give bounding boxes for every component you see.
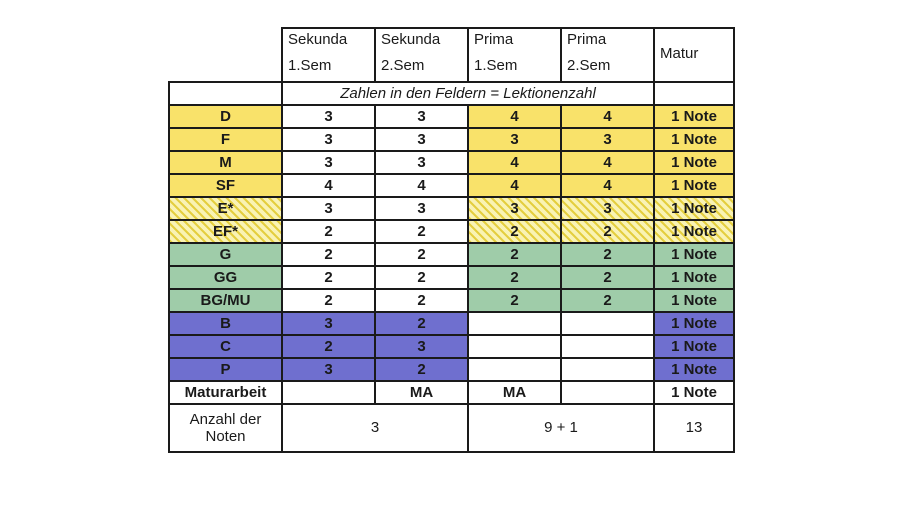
table-row [169,220,734,243]
cell-f-sekunda-1: 3 [282,128,375,151]
header-sekunda-1sem-line1: Sekunda [288,31,348,48]
cell-bgmu-prima-2: 2 [561,289,654,312]
grading-overview-table [168,27,733,453]
table-row [169,174,734,197]
table-row [169,358,734,381]
cell-sf-matur: 1 Note [654,174,734,197]
row-label-gg: GG [169,266,282,289]
cell-sf-prima-1: 4 [468,174,561,197]
table-row [169,151,734,174]
cell-e-prima-2: 3 [561,197,654,220]
header-prima-2sem [561,28,654,82]
cell-maturarbeit-sekunda-1 [282,381,375,404]
cell-gg-prima-2: 2 [561,266,654,289]
cell-p-sekunda-1: 3 [282,358,375,381]
table-row [169,128,734,151]
cell-f-prima-1: 3 [468,128,561,151]
cell-ef-sekunda-1: 2 [282,220,375,243]
cell-m-matur: 1 Note [654,151,734,174]
note-count-row [169,404,734,452]
header-matur: Matur [654,28,734,82]
cell-d-sekunda-1: 3 [282,105,375,128]
subjects-grade-table [168,27,735,453]
header-sekunda-1sem-line2: 1.Sem [288,57,332,75]
table-header-row [169,28,734,82]
table-row [169,197,734,220]
row-label-c: C [169,335,282,358]
cell-ef-sekunda-2: 2 [375,220,468,243]
row-label-maturarbeit: Maturarbeit [169,381,282,404]
caption-row-right-blank [654,82,734,105]
cell-sf-sekunda-1: 4 [282,174,375,197]
header-sekunda-2sem-line1: Sekunda [381,31,441,48]
cell-e-matur: 1 Note [654,197,734,220]
cell-g-sekunda-1: 2 [282,243,375,266]
cell-b-sekunda-1: 3 [282,312,375,335]
cell-bgmu-matur: 1 Note [654,289,734,312]
header-corner-blank [169,28,282,82]
cell-ef-prima-2: 2 [561,220,654,243]
cell-d-prima-2: 4 [561,105,654,128]
anzahl-noten-line2: Noten [205,428,246,445]
caption-row-left-blank [169,82,282,105]
cell-gg-matur: 1 Note [654,266,734,289]
cell-ef-prima-1: 2 [468,220,561,243]
cell-sf-prima-2: 4 [561,174,654,197]
cell-maturarbeit-prima-2 [561,381,654,404]
cell-p-prima-1 [468,358,561,381]
row-label-f: F [169,128,282,151]
cell-c-sekunda-1: 2 [282,335,375,358]
cell-m-prima-2: 4 [561,151,654,174]
cell-b-matur: 1 Note [654,312,734,335]
cell-c-matur: 1 Note [654,335,734,358]
cell-b-prima-2 [561,312,654,335]
header-prima-1sem-line1: Prima [474,31,514,48]
table-row [169,335,734,358]
cell-maturarbeit-sekunda-2: MA [375,381,468,404]
table-row [169,312,734,335]
row-label-e-star: E* [169,197,282,220]
header-prima-2sem-line2: 2.Sem [567,57,611,75]
header-sekunda-1sem [282,28,375,82]
cell-bgmu-prima-1: 2 [468,289,561,312]
table-row [169,266,734,289]
row-label-d: D [169,105,282,128]
table-caption-row [169,82,734,105]
row-label-ef-star: EF* [169,220,282,243]
cell-f-matur: 1 Note [654,128,734,151]
row-label-m: M [169,151,282,174]
row-label-p: P [169,358,282,381]
cell-maturarbeit-matur: 1 Note [654,381,734,404]
cell-m-sekunda-1: 3 [282,151,375,174]
table-row [169,243,734,266]
cell-count-sekunda-total: 3 [282,404,468,452]
cell-m-sekunda-2: 3 [375,151,468,174]
header-sekunda-2sem-line2: 2.Sem [381,57,425,75]
cell-d-prima-1: 4 [468,105,561,128]
table-row [169,289,734,312]
cell-sf-sekunda-2: 4 [375,174,468,197]
cell-g-matur: 1 Note [654,243,734,266]
table-row [169,105,734,128]
cell-g-prima-2: 2 [561,243,654,266]
cell-gg-sekunda-1: 2 [282,266,375,289]
cell-g-prima-1: 2 [468,243,561,266]
cell-g-sekunda-2: 2 [375,243,468,266]
header-prima-1sem-line2: 1.Sem [474,57,518,75]
cell-d-sekunda-2: 3 [375,105,468,128]
cell-gg-sekunda-2: 2 [375,266,468,289]
header-prima-2sem-line1: Prima [567,31,607,48]
cell-bgmu-sekunda-1: 2 [282,289,375,312]
cell-maturarbeit-prima-1: MA [468,381,561,404]
header-sekunda-2sem [375,28,468,82]
cell-f-prima-2: 3 [561,128,654,151]
cell-c-prima-2 [561,335,654,358]
cell-e-prima-1: 3 [468,197,561,220]
row-label-b: B [169,312,282,335]
cell-c-sekunda-2: 3 [375,335,468,358]
anzahl-noten-line1: Anzahl der [189,410,262,428]
cell-e-sekunda-1: 3 [282,197,375,220]
cell-p-sekunda-2: 2 [375,358,468,381]
row-label-sf: SF [169,174,282,197]
cell-count-prima-total: 9 + 1 [468,404,654,452]
cell-bgmu-sekunda-2: 2 [375,289,468,312]
cell-c-prima-1 [468,335,561,358]
caption-text: Zahlen in den Feldern = Lektionenzahl [282,82,654,105]
cell-count-matur-total: 13 [654,404,734,452]
cell-b-sekunda-2: 2 [375,312,468,335]
row-label-g: G [169,243,282,266]
maturarbeit-row [169,381,734,404]
cell-p-prima-2 [561,358,654,381]
row-label-bg-mu: BG/MU [169,289,282,312]
cell-ef-matur: 1 Note [654,220,734,243]
cell-gg-prima-1: 2 [468,266,561,289]
cell-b-prima-1 [468,312,561,335]
cell-p-matur: 1 Note [654,358,734,381]
cell-d-matur: 1 Note [654,105,734,128]
row-label-anzahl-noten [169,404,282,452]
header-prima-1sem [468,28,561,82]
cell-m-prima-1: 4 [468,151,561,174]
cell-f-sekunda-2: 3 [375,128,468,151]
cell-e-sekunda-2: 3 [375,197,468,220]
